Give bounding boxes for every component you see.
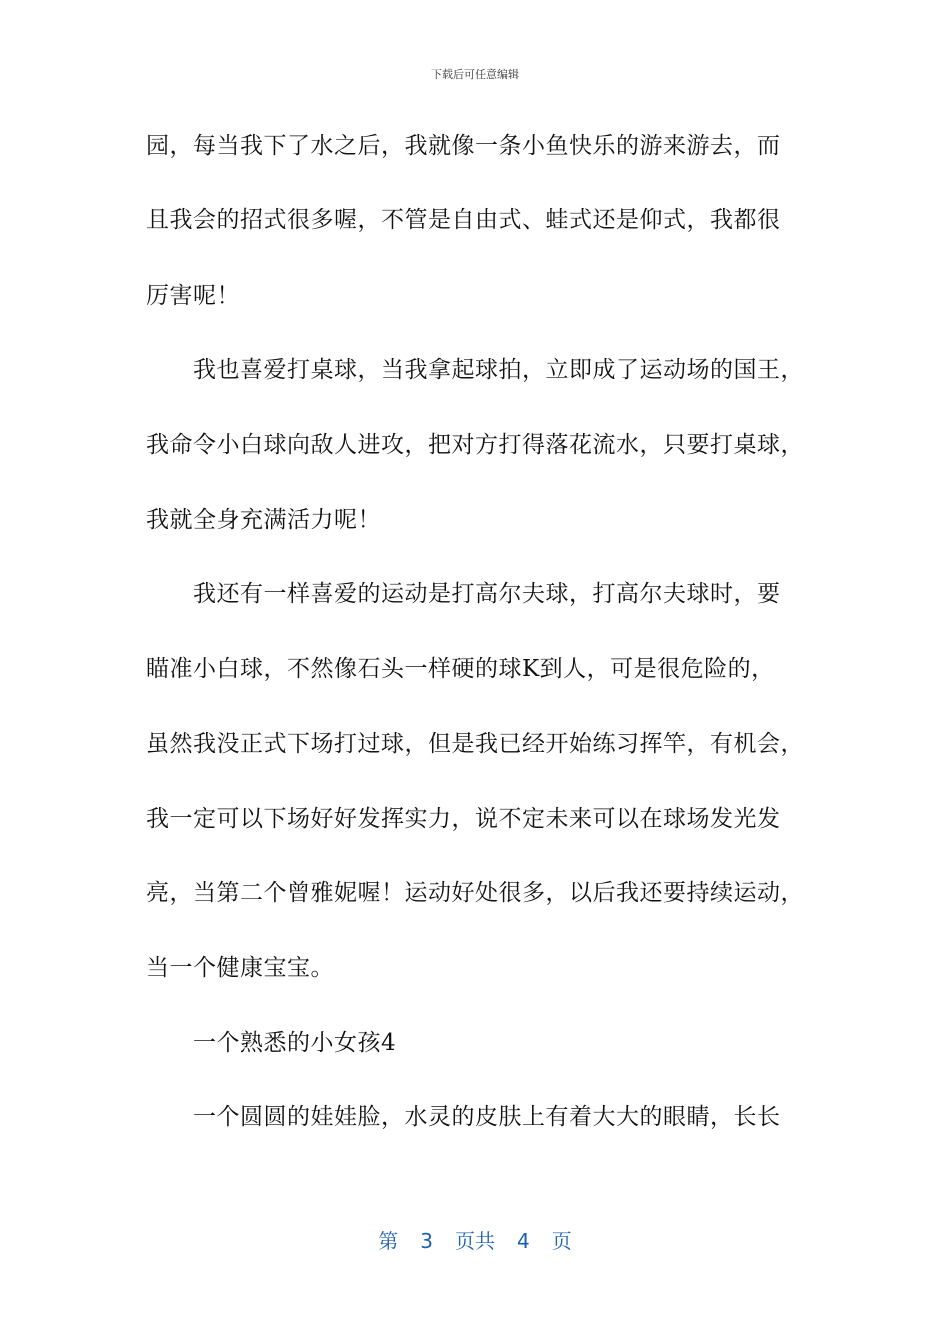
body-line-6: 我就全身充满活力呢！: [146, 507, 381, 533]
page-prefix: 第: [378, 1229, 399, 1253]
body-line-12: 当一个健康宝宝。: [146, 955, 334, 981]
body-line-1: 园，每当我下了水之后，我就像一条小鱼快乐的游来游去，而: [146, 133, 781, 159]
body-line-3: 厉害呢！: [146, 283, 240, 309]
body-line-7: 我还有一样喜爱的运动是打高尔夫球，打高尔夫球时，要: [193, 581, 781, 607]
section-title: 一个熟悉的小女孩4: [193, 1030, 397, 1056]
body-line-11: 亮，当第二个曾雅妮喔！运动好处很多，以后我还要持续运动，: [146, 880, 804, 906]
page-suffix: 页: [551, 1229, 572, 1253]
body-line-10: 我一定可以下场好好发挥实力，说不定未来可以在球场发光发: [146, 806, 781, 832]
body-line-14: 一个圆圆的娃娃脸，水灵的皮肤上有着大大的眼睛，长长: [193, 1104, 781, 1130]
header-note: 下载后可任意编辑: [431, 68, 519, 81]
current-page-number: 3: [420, 1229, 433, 1253]
page-footer: [0, 1225, 950, 1254]
page-mid: 页共: [455, 1229, 495, 1253]
body-line-9: 虽然我没正式下场打过球，但是我已经开始练习挥竿，有机会，: [146, 731, 804, 757]
body-line-2: 且我会的招式很多喔，不管是自由式、蛙式还是仰式，我都很: [146, 207, 781, 233]
total-pages-number: 4: [517, 1229, 530, 1253]
body-line-4: 我也喜爱打桌球，当我拿起球拍，立即成了运动场的国王，: [193, 357, 804, 383]
body-line-5: 我命令小白球向敌人进攻，把对方打得落花流水，只要打桌球，: [146, 432, 804, 458]
body-line-8: 瞄准小白球，不然像石头一样硬的球K到人，可是很危险的，: [146, 656, 775, 682]
